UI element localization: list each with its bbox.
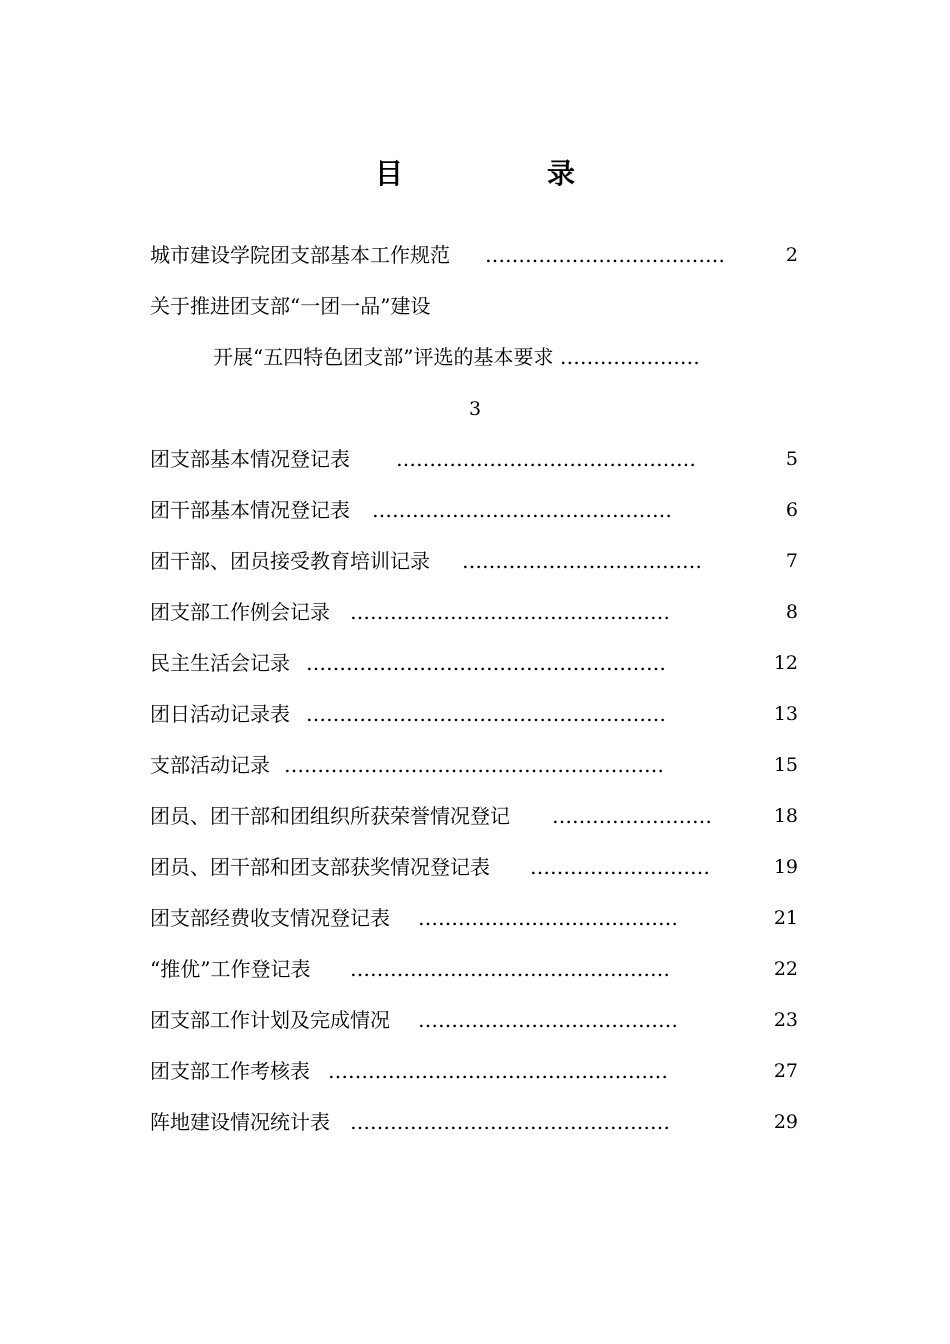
toc-entry-text: 团支部工作例会记录 <box>150 600 330 624</box>
toc-page-number: 15 <box>773 754 798 776</box>
toc-leader-dots: …………………………………………… <box>328 1059 668 1083</box>
toc-page-number: 7 <box>785 550 798 572</box>
toc-leader-dots: ……………………………… <box>485 243 725 267</box>
toc-entry-text: 团日活动记录表 <box>150 702 290 726</box>
page-title: 目 录 <box>374 157 633 190</box>
toc-entry <box>150 291 430 321</box>
toc-page-number: 22 <box>773 958 798 980</box>
toc-entry-text: 团支部基本情况登记表 <box>150 447 370 471</box>
toc-entry <box>150 699 798 729</box>
toc-leader-dots: ………………………………… <box>418 906 678 930</box>
toc-entry <box>150 750 798 780</box>
toc-leader-dots: …………………… <box>552 804 712 828</box>
toc-entry <box>150 1107 798 1137</box>
toc-entry-text: 关于推进团支部“一团一品”建设 <box>150 294 431 318</box>
toc-entry-text: 阵地建设情况统计表 <box>150 1110 330 1134</box>
toc-entry <box>150 444 798 474</box>
toc-entry-text: “推优”工作登记表 <box>150 957 311 981</box>
toc-page-number: 23 <box>773 1009 798 1031</box>
toc-entry-text: 支部活动记录 <box>150 753 270 777</box>
toc-entry <box>150 597 798 627</box>
toc-page-number: 27 <box>773 1060 798 1082</box>
toc-entry <box>150 1056 798 1086</box>
toc-entry-text: 团员、团干部和团支部获奖情况登记表 <box>150 855 490 879</box>
toc-leader-dots: ……………………………………… <box>372 498 672 522</box>
toc-page-number: 6 <box>785 499 798 521</box>
toc-leader-dots: ……………………………………… <box>396 447 696 471</box>
toc-entry-text: 团员、团干部和团组织所获荣誉情况登记 <box>150 804 510 828</box>
toc-entry <box>150 954 798 984</box>
toc-page-number: 19 <box>773 856 798 878</box>
toc-entry <box>150 903 798 933</box>
toc-leader-dots: ……………………… <box>530 855 710 879</box>
toc-entry-text: 城市建设学院团支部基本工作规范 <box>150 243 450 267</box>
toc-page-number: 13 <box>773 703 798 725</box>
toc-page-number: 18 <box>773 805 798 827</box>
toc-page-number: 8 <box>785 601 798 623</box>
toc-entry <box>150 495 798 525</box>
toc-page-number: 12 <box>773 652 798 674</box>
toc-entry <box>150 546 798 576</box>
toc-entry-text: 团支部工作考核表 <box>150 1059 310 1083</box>
toc-leader-dots: ………………………………………… <box>350 957 670 981</box>
toc-entry-text: 民主生活会记录 <box>150 651 290 675</box>
toc-leader-dots: ………………………………… <box>418 1008 678 1032</box>
toc-leader-dots: ………………………………………… <box>350 600 670 624</box>
toc-entry <box>150 648 798 678</box>
toc-leader-dots: ………………………………………………… <box>284 753 664 777</box>
toc-entry-text: 开展“五四特色团支部”评选的基本要求 <box>213 345 560 369</box>
toc-leader-dots: ………………… <box>559 345 700 369</box>
toc-entry-text: 团干部、团员接受教育培训记录 <box>150 549 430 573</box>
toc-leader-dots: ……………………………………………… <box>306 702 666 726</box>
toc-entry <box>150 240 798 270</box>
toc-page-number: 2 <box>785 244 798 266</box>
toc-entry-text: 团支部经费收支情况登记表 <box>150 906 390 930</box>
toc-entry-text: 团支部工作计划及完成情况 <box>150 1008 390 1032</box>
toc-page-number: 21 <box>773 907 798 929</box>
toc-leader-dots: ……………………………………………… <box>306 651 666 675</box>
toc-leader-dots: ………………………………………… <box>350 1110 670 1134</box>
toc-page-number: 5 <box>785 448 798 470</box>
toc-page-number: 29 <box>773 1111 798 1133</box>
toc-entry <box>150 852 798 882</box>
toc-entry <box>150 1005 798 1035</box>
toc-page-number: 3 <box>468 398 482 420</box>
toc-entry-continuation <box>213 342 700 372</box>
toc-leader-dots: ……………………………… <box>462 549 702 573</box>
toc-entry-text: 团干部基本情况登记表 <box>150 498 350 522</box>
toc-entry <box>150 801 798 831</box>
